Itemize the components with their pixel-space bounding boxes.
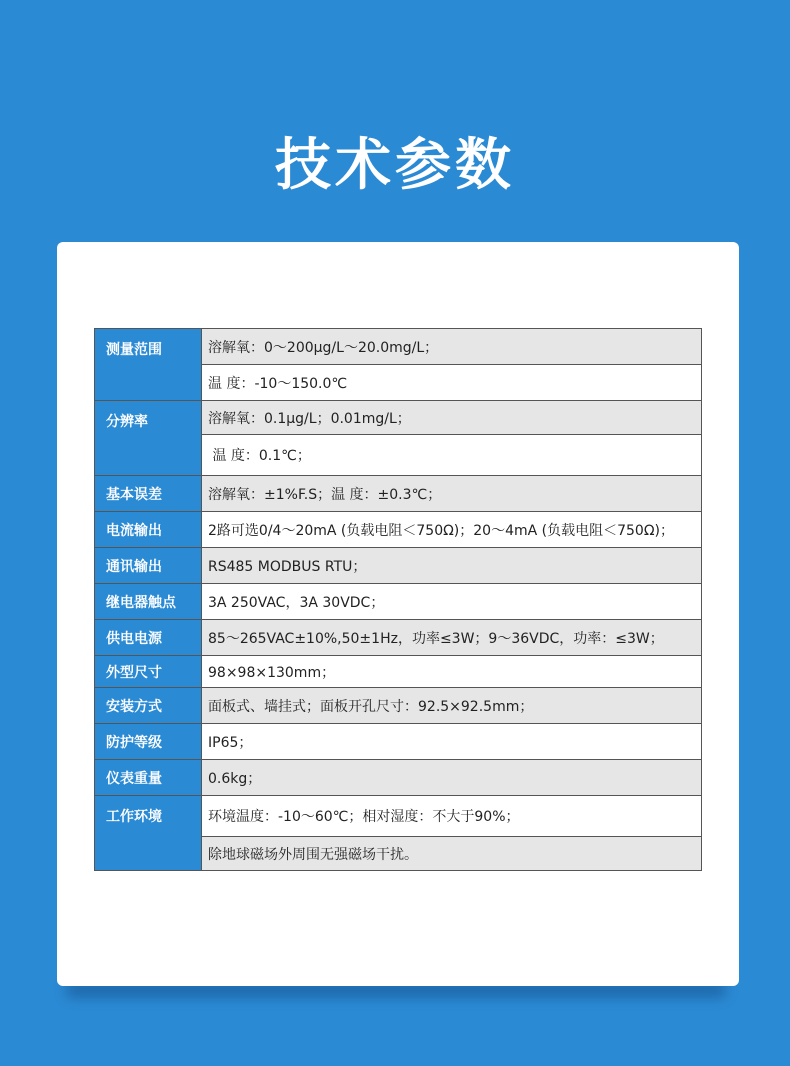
row-label-current-output: 电流输出 — [95, 512, 202, 548]
row-value: 溶解氧：0.1μg/L；0.01mg/L； — [202, 401, 702, 435]
row-value: 溶解氧：0～200μg/L～20.0mg/L； — [202, 329, 702, 365]
table-row — [95, 796, 702, 837]
row-label-dimensions: 外型尺寸 — [95, 656, 202, 688]
row-value: 0.6kg； — [202, 760, 702, 796]
row-value: 98×98×130mm； — [202, 656, 702, 688]
row-label-protection-grade: 防护等级 — [95, 724, 202, 760]
table-row — [95, 401, 702, 435]
row-label-power-supply: 供电电源 — [95, 620, 202, 656]
row-label-communication-output: 通讯输出 — [95, 548, 202, 584]
table-row — [95, 476, 702, 512]
row-label-weight: 仪表重量 — [95, 760, 202, 796]
table-row — [95, 760, 702, 796]
table-row — [95, 688, 702, 724]
row-value: 温 度：0.1℃； — [202, 435, 702, 476]
row-value: 温 度：-10～150.0℃ — [202, 365, 702, 401]
row-label-relay-contact: 继电器触点 — [95, 584, 202, 620]
row-value: RS485 MODBUS RTU； — [202, 548, 702, 584]
row-value: 环境温度：-10～60℃；相对湿度：不大于90%； — [202, 796, 702, 837]
table-row — [95, 329, 702, 365]
row-value: 面板式、墙挂式；面板开孔尺寸：92.5×92.5mm； — [202, 688, 702, 724]
row-value: 2路可选0/4～20mA (负载电阻＜750Ω)；20～4mA (负载电阻＜750Ω)； — [202, 512, 702, 548]
table-row — [95, 656, 702, 688]
row-label-measuring-range: 测量范围 — [95, 329, 202, 401]
row-label-resolution: 分辨率 — [95, 401, 202, 476]
row-label-basic-error: 基本误差 — [95, 476, 202, 512]
table-row — [95, 548, 702, 584]
row-value: IP65； — [202, 724, 702, 760]
row-value: 85～265VAC±10%,50±1Hz，功率≤3W；9～36VDC，功率：≤3W； — [202, 620, 702, 656]
row-value: 溶解氧：±1%F.S；温 度：±0.3℃； — [202, 476, 702, 512]
row-value: 除地球磁场外周围无强磁场干扰。 — [202, 837, 702, 871]
table-row — [95, 584, 702, 620]
row-label-installation: 安装方式 — [95, 688, 202, 724]
spec-card — [57, 242, 739, 986]
row-label-working-environment: 工作环境 — [95, 796, 202, 871]
table-row — [95, 724, 702, 760]
row-value: 3A 250VAC，3A 30VDC； — [202, 584, 702, 620]
table-row — [95, 512, 702, 548]
page-title: 技术参数 — [275, 133, 515, 198]
spec-table — [94, 328, 702, 871]
table-row — [95, 620, 702, 656]
